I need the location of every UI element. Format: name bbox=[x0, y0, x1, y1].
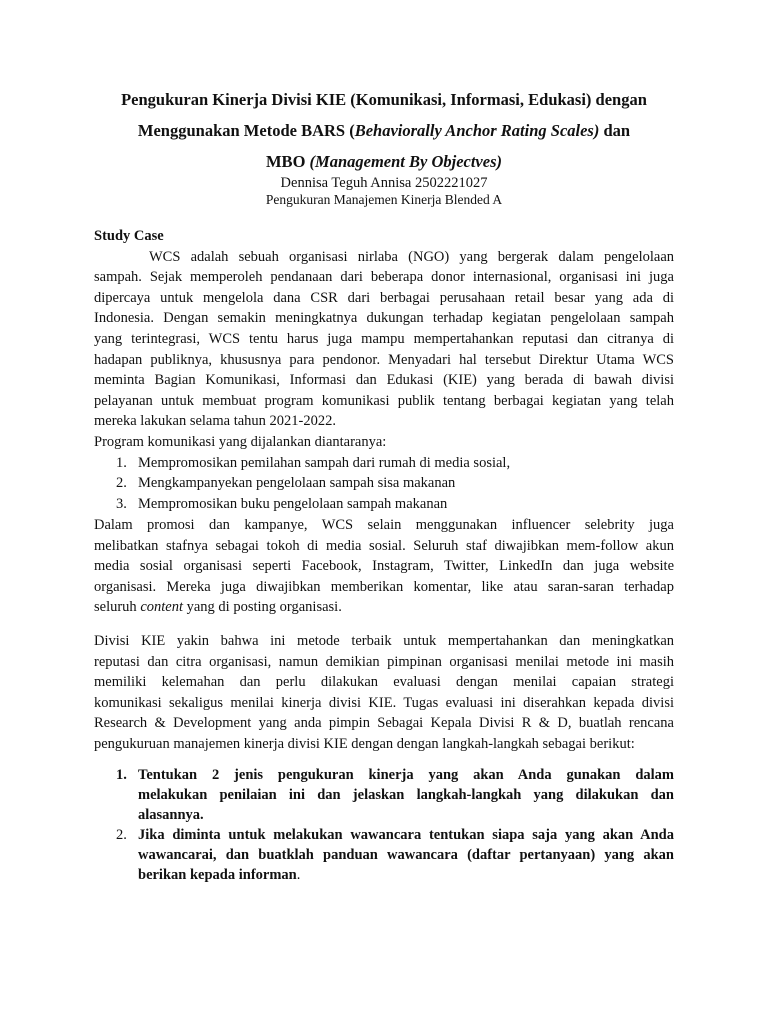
task-item bbox=[94, 825, 674, 885]
task-item bbox=[94, 765, 674, 825]
study-case-paragraph-1 bbox=[94, 247, 674, 432]
paragraph-line: meminta Bagian Komunikasi, Informasi dan Edukasi (KIE) yang berada di bawah divisi bbox=[94, 372, 674, 389]
paragraph-line bbox=[94, 597, 674, 618]
title-line-2-suffix: dan bbox=[599, 121, 631, 140]
task-list bbox=[94, 765, 674, 885]
paragraph-text: yang di posting organisasi. bbox=[183, 599, 342, 616]
list-number: 1. bbox=[116, 454, 127, 471]
list-item bbox=[94, 494, 674, 515]
program-list bbox=[94, 453, 674, 515]
list-item-text: Mempromosikan pemilahan sampah dari rumah di media sosial, bbox=[138, 454, 511, 471]
title-line-2-italic: Behaviorally Anchor Rating Scales) bbox=[354, 121, 600, 140]
task-number: 1. bbox=[116, 767, 127, 783]
list-item-text: Mengkampanyekan pengelolaan sampah sisa makanan bbox=[138, 475, 456, 492]
title-line-3-text: MBO bbox=[265, 152, 310, 171]
paragraph-line: organisasi. Mereka juga diwajibkan memberikan komentar, like atau saran-saran terhadap bbox=[94, 578, 674, 595]
task-line: wawancarai, dan buatklah panduan wawancara (daftar pertanyaan) yang akan bbox=[138, 847, 674, 863]
task-line: Tentukan 2 jenis pengukuran kinerja yang akan Anda gunakan dalam bbox=[138, 767, 674, 783]
list-item bbox=[94, 453, 674, 474]
paragraph-line: mereka lakukan selama tahun 2021-2022. bbox=[94, 413, 336, 430]
paragraph-line: pelayanan untuk membuat program komunikasi publik tentang berbagai kegiatan yang telah bbox=[94, 392, 674, 409]
document-title bbox=[60, 84, 708, 177]
paragraph-line: media sosial organisasi seperti Facebook, Instagram, Twitter, LinkedIn dan juga website bbox=[94, 558, 674, 575]
paragraph-line: dipercaya untuk mengelola dana CSR dari berbagai perusahaan retail besar yang ada di bbox=[94, 289, 674, 306]
paragraph-line: pengukuruan manajemen kinerja divisi KIE dengan dengan langkah-langkah sebagai berikut: bbox=[94, 735, 635, 752]
title-line-1: Pengukuran Kinerja Divisi KIE (Komunikasi, Informasi, Edukasi) dengan bbox=[121, 90, 647, 109]
study-case-heading: Study Case bbox=[94, 228, 164, 244]
paragraph-line: reputasi dan citra organisasi, namun demikian pimpinan organisasi menilai metode ini masih bbox=[94, 653, 674, 670]
course-line: Pengukuran Manajemen Kinerja Blended A bbox=[265, 192, 503, 207]
paragraph-line: memiliki kelemahan dan perlu dilakukan evaluasi dengan menilai capaian strategi bbox=[94, 674, 674, 691]
list-item bbox=[94, 473, 674, 494]
list-number: 3. bbox=[116, 495, 127, 512]
paragraph-text: seluruh bbox=[94, 599, 141, 616]
paragraph-italic-text: content bbox=[140, 599, 183, 616]
program-intro: Program komunikasi yang dijalankan diantaranya: bbox=[94, 433, 387, 450]
list-number: 2. bbox=[116, 475, 127, 492]
paragraph-line: Divisi KIE yakin bahwa ini metode terbaik untuk mempertahankan dan meningkatkan bbox=[94, 633, 674, 649]
task-line-text: berikan kepada informan bbox=[138, 867, 297, 883]
title-line-3-italic: (Management By Objectves) bbox=[309, 152, 502, 171]
paragraph-line: yang terintegrasi, WCS tentu harus juga mampu mempertahankan reputasi dan citranya di bbox=[94, 330, 674, 347]
paragraph-line: melibatkan stafnya sebagai tokoh di media sosial. Seluruh staf diwajibkan mem-follow akun bbox=[94, 537, 674, 554]
task-line: Jika diminta untuk melakukan wawancara tentukan siapa saja yang akan Anda bbox=[138, 827, 674, 843]
author-line: Dennisa Teguh Annisa 2502221027 bbox=[280, 175, 488, 191]
study-case-paragraph-2 bbox=[94, 515, 674, 618]
title-line-3 bbox=[60, 146, 708, 177]
title-line-2 bbox=[60, 115, 708, 146]
task-line-period: . bbox=[296, 867, 301, 883]
task-line bbox=[138, 865, 674, 885]
paragraph-line: WCS adalah sebuah organisasi nirlaba (NGO) yang bergerak dalam pengelolaan bbox=[149, 248, 674, 265]
study-case-paragraph-3 bbox=[94, 631, 674, 755]
paragraph-line: hadapan publiknya, khususnya para pendonor. Menyadari hal tersebut Direktur Utama WCS bbox=[94, 351, 674, 368]
title-line-2-text: Menggunakan Metode BARS ( bbox=[137, 121, 355, 140]
list-item-text: Mempromosikan buku pengelolaan sampah makanan bbox=[138, 495, 448, 512]
study-case-section bbox=[94, 226, 674, 514]
task-line: alasannya. bbox=[138, 807, 204, 823]
paragraph-line: Research & Development yang anda pimpin Sebagai Kepala Divisi R & D, buatlah rencana bbox=[94, 715, 674, 732]
paragraph-line: Indonesia. Dengan semakin meningkatnya dukungan terhadap kegiatan pengelolaan sampah bbox=[94, 310, 674, 327]
paragraph-line: Dalam promosi dan kampanye, WCS selain menggunakan influencer selebrity juga bbox=[94, 517, 674, 533]
paragraph-line: sampah. Sejak memperoleh pendanaan dari beberapa donor internasional, organisasi ini juga bbox=[94, 269, 674, 286]
task-line: melakukan penilaian ini dan jelaskan langkah-langkah yang dilakukan dan bbox=[138, 787, 674, 803]
paragraph-line: komunikasi sekaligus menilai kinerja divisi KIE. Tugas evaluasi ini diserahkan kepada divisi bbox=[94, 694, 674, 711]
task-number: 2. bbox=[116, 827, 127, 843]
